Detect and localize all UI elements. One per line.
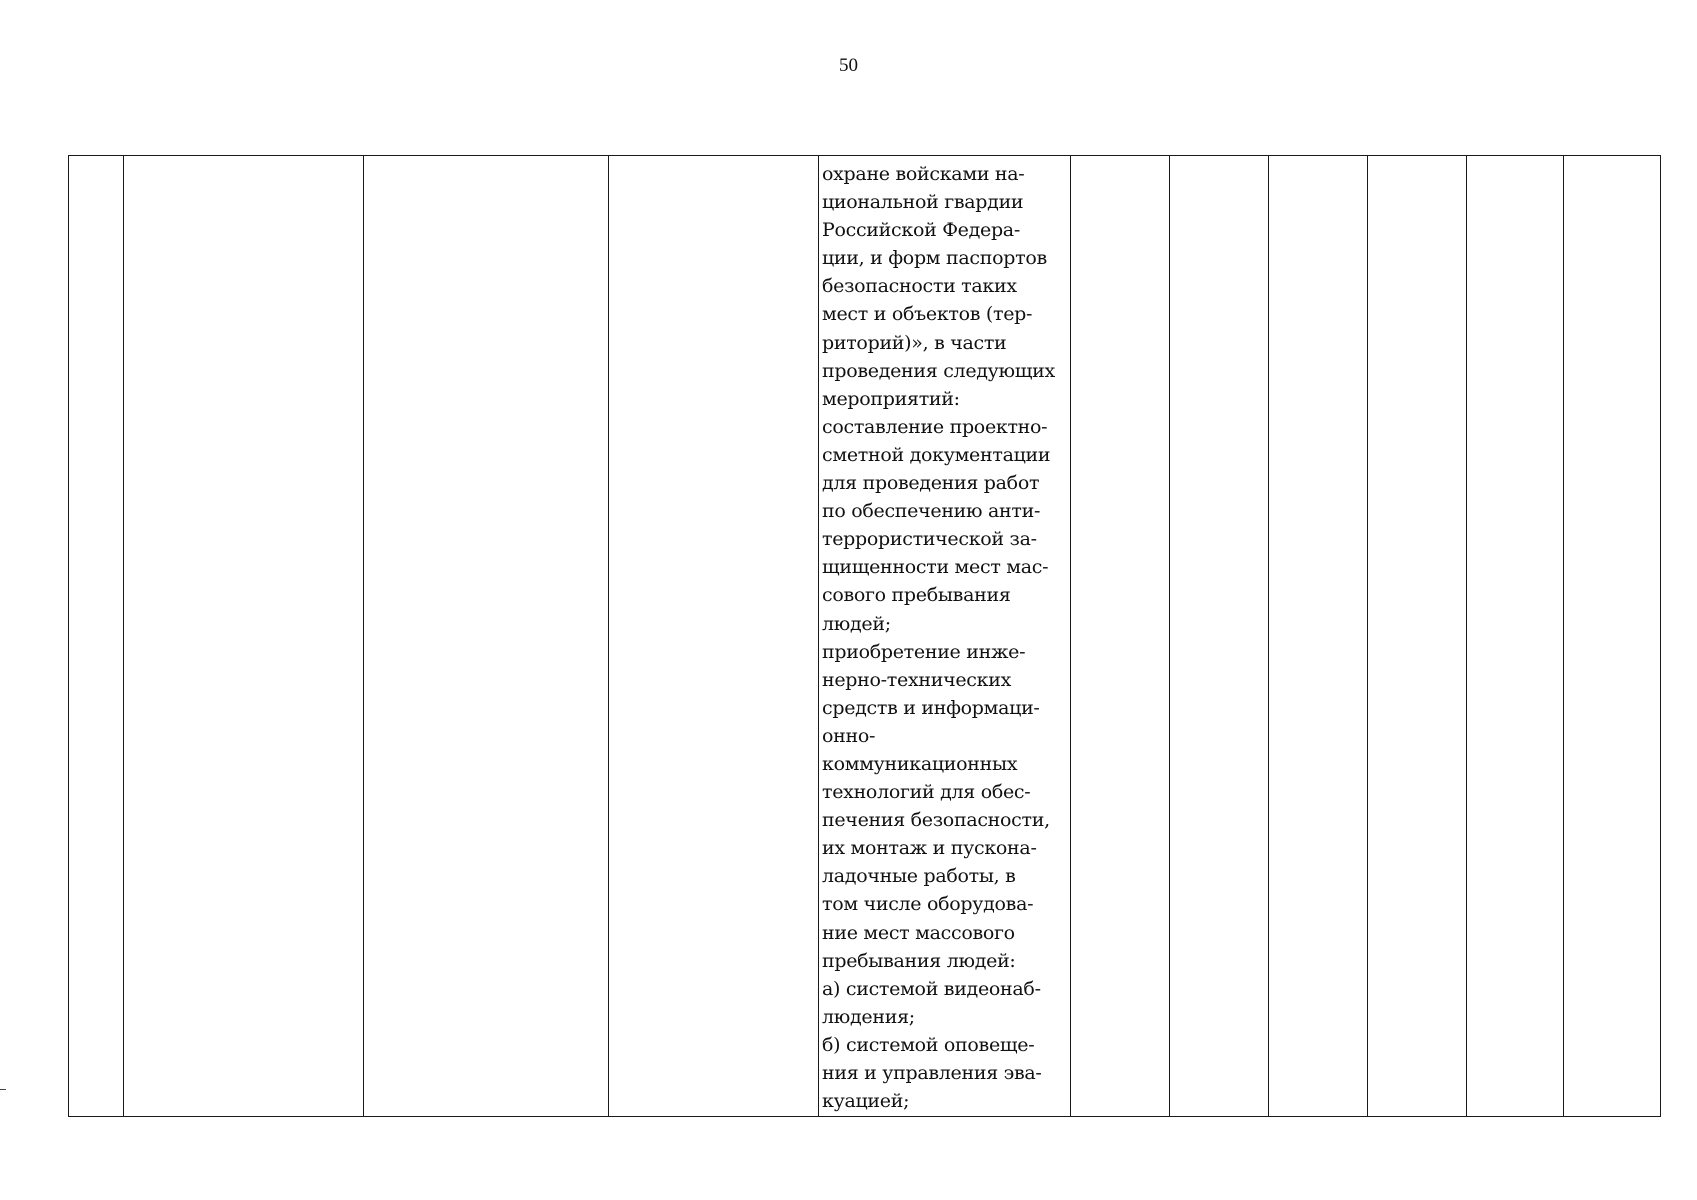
text-line: ладочные работы, в <box>822 865 1016 888</box>
text-line: онно- <box>822 724 876 747</box>
table-cell-col-9 <box>1368 156 1467 1117</box>
table-cell-col-10 <box>1467 156 1564 1117</box>
text-line: по обеспечению анти- <box>822 500 1041 523</box>
text-line: составление проектно- <box>822 415 1048 438</box>
text-line: проведения следующих <box>822 359 1055 382</box>
text-line: том числе оборудова- <box>822 893 1034 916</box>
text-line: ние мест массового <box>822 921 1015 944</box>
text-line: пребывания людей: <box>822 949 1016 972</box>
table-row <box>69 156 1661 1117</box>
table-cell-number <box>69 156 124 1117</box>
text-line: мероприятий: <box>822 387 960 410</box>
text-line: риторий)», в части <box>822 331 1007 354</box>
text-line: приобретение инже- <box>822 640 1026 663</box>
table-cell-col-11 <box>1564 156 1661 1117</box>
table-cell-col-7 <box>1170 156 1269 1117</box>
text-line: б) системой оповеще- <box>822 1033 1035 1056</box>
text-line: сового пребывания <box>822 584 1011 607</box>
text-line: террористической за- <box>822 528 1037 551</box>
text-line: безопасности таких <box>822 275 1017 298</box>
table-cell-col-6 <box>1071 156 1170 1117</box>
scan-margin-mark <box>0 1089 6 1090</box>
text-line: мест и объектов (тер- <box>822 303 1033 326</box>
text-line: охране войсками на- <box>822 163 1025 185</box>
text-line: технологий для обес- <box>822 781 1031 804</box>
text-line: циональной гвардии <box>822 191 1024 214</box>
table-cell-col-4 <box>609 156 819 1117</box>
text-line: средств и информаци- <box>822 696 1040 719</box>
continuation-table <box>68 155 1661 1117</box>
text-line: Российской Федера- <box>822 219 1020 242</box>
text-line: щищенности мест мас- <box>822 556 1049 579</box>
text-line: а) системой видеонаб- <box>822 977 1041 1000</box>
page-number: 50 <box>839 55 858 76</box>
text-line: коммуникационных <box>822 752 1018 775</box>
text-line: для проведения работ <box>822 472 1040 495</box>
text-line: сметной документации <box>822 443 1051 466</box>
text-line: куацией; <box>822 1090 910 1113</box>
table-cell-col-2 <box>124 156 364 1117</box>
text-line: ния и управления эва- <box>822 1062 1042 1084</box>
table-cell-col-8 <box>1269 156 1368 1117</box>
table-cell-col-3 <box>364 156 609 1117</box>
text-line: нерно-технических <box>822 668 1011 691</box>
table-cell-event-description <box>819 156 1071 1117</box>
text-line: людей; <box>822 612 891 635</box>
text-line: людения; <box>822 1005 915 1028</box>
text-line: их монтаж и пускона- <box>822 837 1037 860</box>
text-line: ции, и форм паспортов <box>822 247 1047 270</box>
text-line: печения безопасности, <box>822 809 1050 832</box>
